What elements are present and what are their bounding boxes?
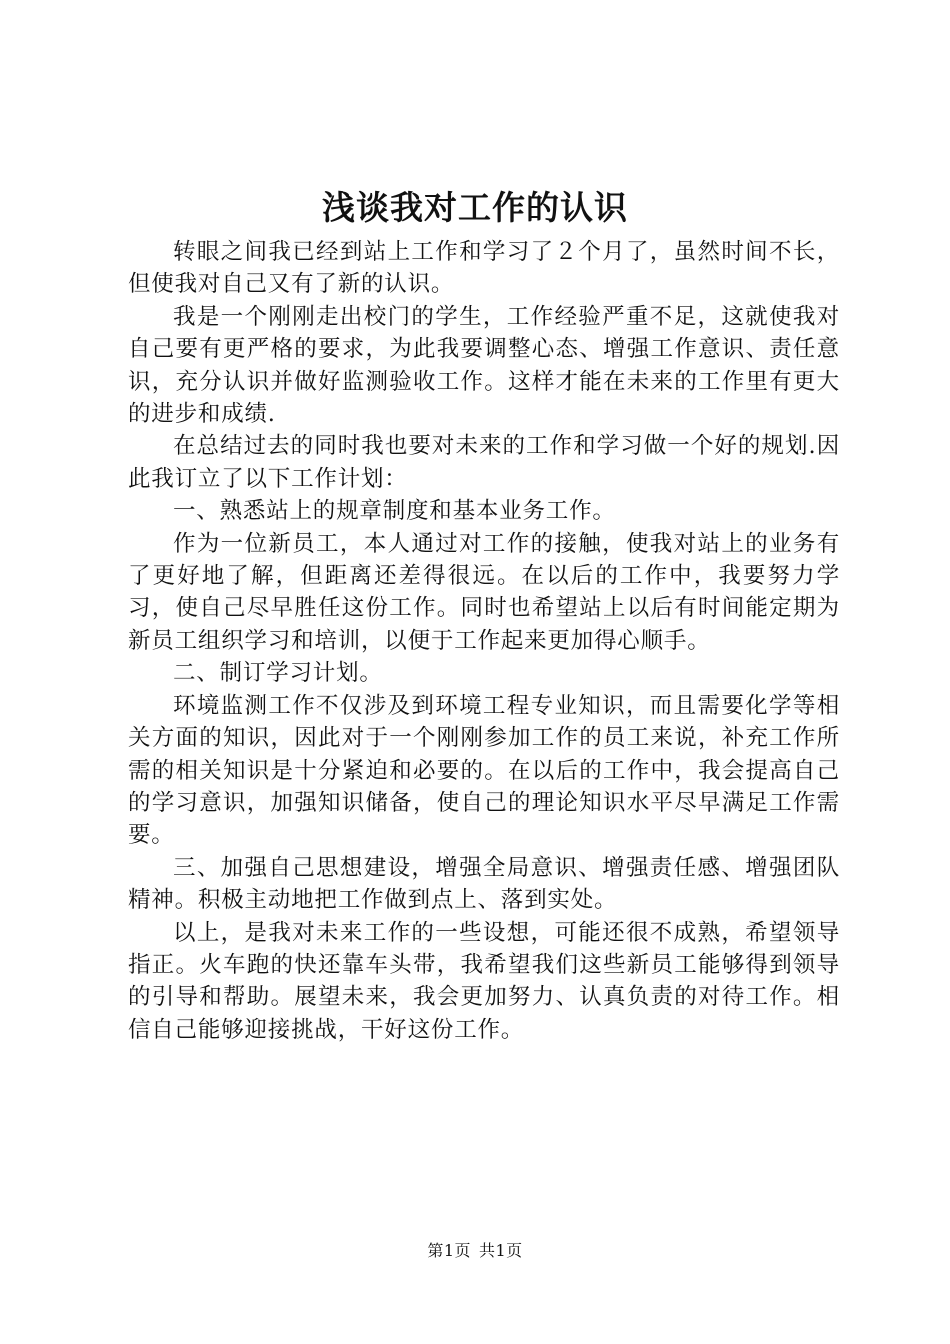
paragraph: 三、加强自己思想建设，增强全局意识、增强责任感、增强团队精神。积极主动地把工作做到点上、落到实处。 bbox=[128, 854, 840, 914]
page-footer bbox=[0, 1240, 950, 1262]
paragraph: 以上，是我对未来工作的一些设想，可能还很不成熟，希望领导指正。火车跑的快还靠车头带，我希望我们这些新员工能够得到领导的引导和帮助。展望未来，我会更加努力、认真负责的对待工作。相信自己能够迎接挑战，干好这份工作。 bbox=[128, 919, 840, 1043]
page-number: 第1页 bbox=[427, 1241, 471, 1260]
paragraph: 我是一个刚刚走出校门的学生，工作经验严重不足，这就使我对自己要有更严格的要求，为此我要调整心态、增强工作意识、责任意识，充分认识并做好监测验收工作。这样才能在未来的工作里有更大的进步和成绩. bbox=[128, 303, 840, 428]
document-title: 浅谈我对工作的认识 bbox=[322, 188, 628, 227]
paragraph: 环境监测工作不仅涉及到环境工程专业知识，而且需要化学等相关方面的知识，因此对于一个刚刚参加工作的员工来说，补充工作所需的相关知识是十分紧迫和必要的。在以后的工作中，我会提高自己的学习意识，加强知识储备，使自己的理论知识水平尽早满足工作需要。 bbox=[128, 692, 840, 849]
document-body bbox=[128, 236, 840, 1046]
section-heading: 一、熟悉站上的规章制度和基本业务工作。 bbox=[173, 498, 616, 525]
paragraph: 作为一位新员工，本人通过对工作的接触，使我对站上的业务有了更好地了解，但距离还差得很远。在以后的工作中，我要努力学习，使自己尽早胜任这份工作。同时也希望站上以后有时间能定期为新员工组织学习和培训，以便于工作起来更加得心顺手。 bbox=[128, 530, 840, 654]
section-heading: 二、制订学习计划。 bbox=[173, 660, 383, 687]
paragraph: 在总结过去的同时我也要对未来的工作和学习做一个好的规划.因此我订立了以下工作计划： bbox=[128, 433, 840, 492]
page-total: 共1页 bbox=[479, 1241, 523, 1260]
paragraph: 转眼之间我已经到站上工作和学习了２个月了，虽然时间不长，但使我对自己又有了新的认识。 bbox=[128, 239, 840, 298]
